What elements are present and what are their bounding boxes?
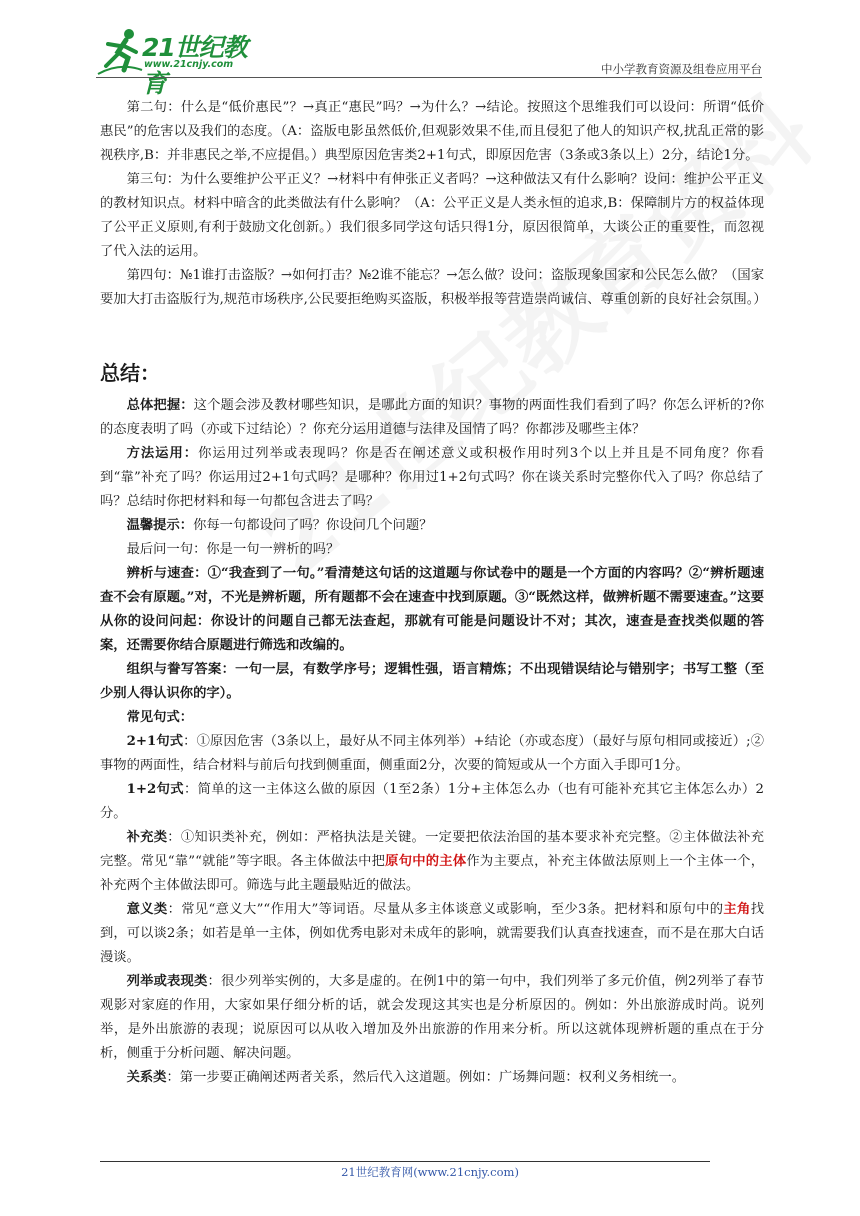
meaning-text-a: ：常见“意义大”“作用大”等词语。尽量从多主体谈意义或影响，至少3条。把材料和原句中的 xyxy=(167,902,724,917)
supp-highlight: 原句中的主体 xyxy=(385,854,467,869)
paragraph-relation xyxy=(100,1066,764,1090)
paragraph-meaning xyxy=(100,898,764,970)
paragraph-supplement xyxy=(100,826,764,898)
rel-text: ：第一步要正确阐述两者关系，然后代入这道题。例如：广场舞问题：权利义务相统一。 xyxy=(166,1070,686,1085)
header-rule xyxy=(96,77,762,78)
document-body xyxy=(100,96,767,1090)
method-text: 你运用过列举或表现吗？你是否在阐述意义或积极作用时列3个以上并且是不同角度？你看到“靠”补充了吗？你运用过2+1句式吗？是哪种？你用过1+2句式吗？你在谈关系时完整你代入了吗？你总结了吗？总结时你把材料和每一句都包含进去了吗？ xyxy=(100,446,765,509)
meaning-highlight: 主角 xyxy=(723,902,751,917)
overall-label: 总体把握： xyxy=(126,398,194,413)
paragraph-tip xyxy=(100,514,764,538)
header-tagline: 中小学教育资源及组卷应用平台 xyxy=(601,62,762,76)
org-label: 组织与誊写答案： xyxy=(126,662,236,677)
brand-url: www.21cnjy.com xyxy=(144,59,234,70)
paragraph-list xyxy=(100,970,764,1066)
one-two-text: ：简单的这一主体这么做的原因（1至2条）1分+主体怎么办（也有可能补充其它主体怎么办）2分。 xyxy=(100,782,764,821)
summary-heading: 总结： xyxy=(100,361,160,385)
footer-link[interactable]: 21世纪教育网(www.21cnjy.com) xyxy=(341,1165,519,1179)
paragraph-third-sentence: 第三句：为什么要维护公平正义？→材料中有伸张正义者吗？→这种做法又有什么影响？设问：维护公平正义的教材知识点。材料中暗含的此类做法有什么影响？（A：公平正义是人类永恒的追求,B：保障制片方的权益体现了公平正义原则,有利于鼓励文化创新。）我们很多同学这句话只得1分，原因很简单，大谈公正的重要性，而忽视了代入法的运用。 xyxy=(100,172,764,259)
meaning-text-b: 找到，可以谈2条；如若是单一主体，例如优秀电影对未成年的影响，就需要我们认真查找速查，而不是在那大白话漫谈。 xyxy=(100,902,765,965)
supp-text-a: ：①知识类补充，例如：严格执法是关键。一定要把依法治国的基本要求补充完整。②主体做法补充完整。常见“靠”“就能”等字眼。各主体做法中把 xyxy=(100,830,764,869)
runner-icon xyxy=(96,26,144,76)
brand-logo xyxy=(96,26,266,98)
paragraph-two-plus-one xyxy=(100,730,764,778)
paragraph-overall xyxy=(100,394,764,442)
supp-text-b: 作为主要点，补充主体做法原则上一个主体一个，补充两个主体做法即可。筛选与此主题最贴近的做法。 xyxy=(100,854,764,893)
paragraph-organize xyxy=(100,658,764,706)
rel-label: 关系类 xyxy=(126,1070,167,1085)
overall-text: 这个题会涉及教材哪些知识，是哪此方面的知识？事物的两面性我们看到了吗？你怎么评析的?你的态度表明了吗（亦或下过结论）？你充分运用道德与法律及国情了吗？你都涉及哪些主体？ xyxy=(100,398,764,437)
one-two-label: 1+2句式 xyxy=(126,782,184,797)
paragraph-fourth-sentence: 第四句：№1谁打击盗版？→如何打击？№2谁不能忘？→怎么做？设问：盗版现象国家和公民怎么做？（国家要加大打击盗版行为,规范市场秩序,公民要拒绝购买盗版，积极举报等营造崇尚诚信、尊重创新的良好社会氛围。） xyxy=(100,268,767,307)
paragraph-speed-check xyxy=(100,562,764,658)
list-text: ：很少列举实例的，大多是虚的。在例1中的第一句中，我们列举了多元价值，例2列举了春节观影对家庭的作用，大家如果仔细分析的话，就会发现这其实也是分析原因的。例如：外出旅游成时尚。说列举，是外出旅游的表现；说原因可以从收入增加及外出旅游的作用来分析。所以这就体现辨析题的重点在于分析，侧重于分析问题、解决问题。 xyxy=(100,974,765,1061)
tip-text: 你每一句都设问了吗？你设问几个问题？ xyxy=(193,518,433,533)
list-label: 列举或表现类 xyxy=(126,974,208,989)
supp-label: 补充类 xyxy=(126,830,168,845)
org-text: 一句一层，有数学序号；逻辑性强，语言精炼；不出现错误结论与错别字；书写工整（至少别人得认识你的字）。 xyxy=(100,662,765,701)
speed-text: ①“我查到了一句。”看清楚这句话的这道题与你试卷中的题是一个方面的内容吗？②“辨析题速查不会有原题。”对，不光是辨析题，所有题都不会在速查中找到原题。③“既然这样，做辨析题不需要速查。”这要从你的设问问起：你设计的问题自己都无法查起，那就有可能是问题设计不对；其次，速查是查找类似题的答案，还需要你结合原题进行筛选和改编的。 xyxy=(100,566,765,653)
method-label: 方法运用： xyxy=(126,446,199,461)
footer-rule xyxy=(100,1161,710,1162)
paragraph-method xyxy=(100,442,764,514)
paragraph-last-ask: 最后问一句：你是一句一辨析的吗？ xyxy=(126,542,340,557)
meaning-label: 意义类 xyxy=(126,902,168,917)
brand-name: 21世纪教育 xyxy=(142,33,247,98)
paragraph-common-patterns: 常见句式： xyxy=(126,710,194,725)
paragraph-one-plus-two xyxy=(100,778,764,826)
paragraph-second-sentence: 第二句：什么是“低价惠民”？→真正“惠民”吗？→为什么？→结论。按照这个思维我们可以设问：所谓“低价惠民”的危害以及我们的态度。（A：盗版电影虽然低价,但观影效果不佳,而且侵犯了他人的知识产权,扰乱正常的影视秩序,B：并非惠民之举,不应提倡。）典型原因危害类2+1句式，即原因危害（3条或3条以上）2分，结论1分。 xyxy=(100,100,764,163)
two-one-label: 2+1句式 xyxy=(126,734,184,749)
tip-label: 温馨提示： xyxy=(126,518,194,533)
two-one-text: ：①原因危害（3条以上，最好从不同主体列举）+结论（亦或态度）（最好与原句相同或接近）;②事物的两面性，结合材料与前后句找到侧重面，侧重面2分，次要的简短或从一个方面入手即可1分。 xyxy=(100,734,764,773)
speed-label: 辨析与速查： xyxy=(126,566,208,581)
page-header xyxy=(96,26,762,98)
